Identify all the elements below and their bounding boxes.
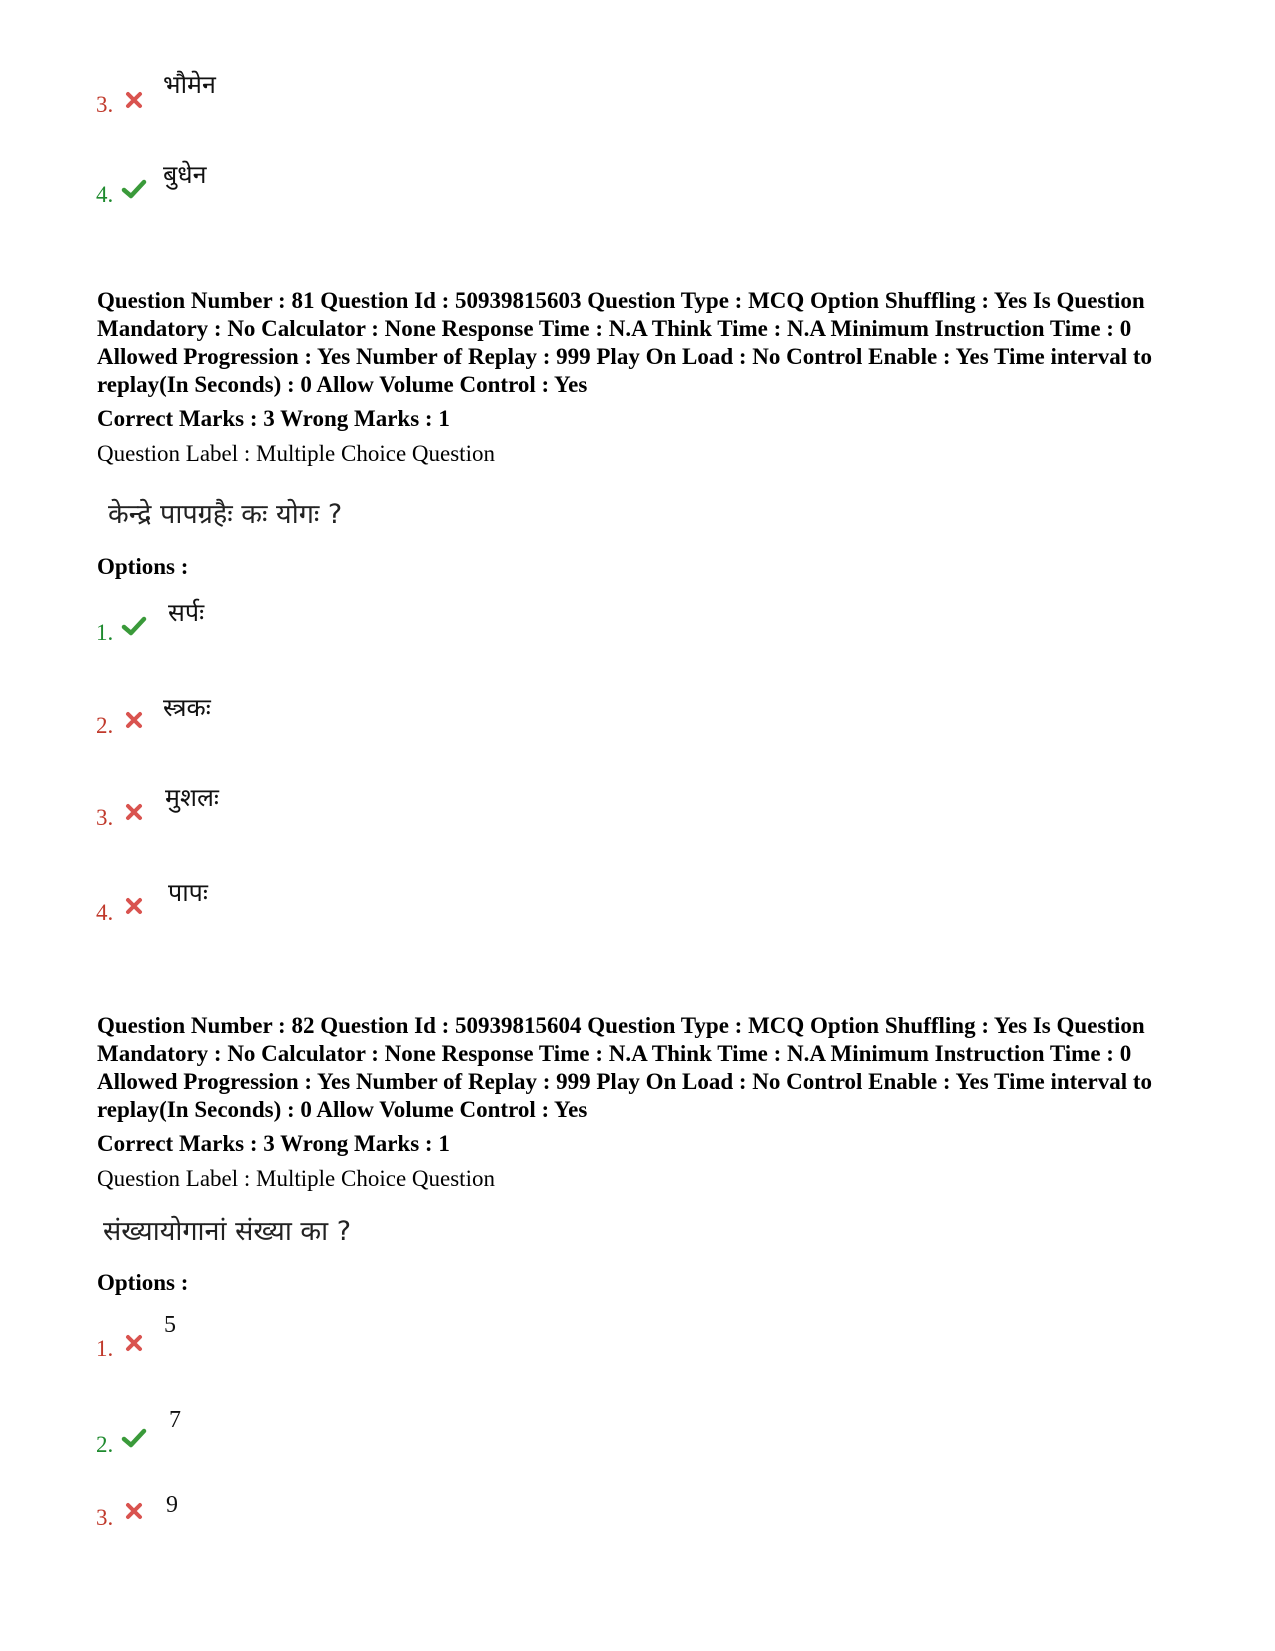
question-label: Question Label : Multiple Choice Question (97, 1166, 495, 1191)
option-number: 1. (96, 1336, 114, 1361)
option-text: स्त्रकः (163, 693, 211, 722)
cross-icon (123, 709, 145, 731)
option-number: 2. (96, 1432, 114, 1457)
cross-icon (123, 801, 145, 823)
question-label: Question Label : Multiple Choice Question (97, 441, 495, 466)
question-meta: Question Number : 81 Question Id : 50939815603 Question Type : MCQ Option Shuffling : Yes Is Question Mandatory : No Calculator : None Response Time : N.A Think Time : N.A Minimum Instruction Time : 0 Allowed Progression : Yes Number of Replay : 999 Play On Load : No Control Enable : Yes Time interval to replay(In Seconds) : 0 Allow Volume Control : Yes (97, 288, 1153, 397)
option-number: 3. (96, 92, 114, 117)
cross-icon (123, 89, 145, 111)
check-icon (121, 1427, 147, 1449)
options-heading: Options : (97, 1270, 189, 1295)
question-text: संख्यायोगानां संख्या का ? (103, 1216, 352, 1247)
option-text: 9 (166, 1492, 178, 1518)
options-heading: Options : (97, 554, 189, 579)
option-number: 2. (96, 713, 114, 738)
option-text: 5 (164, 1312, 176, 1338)
option-text: मुशलः (165, 783, 219, 812)
option-number: 4. (96, 182, 114, 207)
check-icon (121, 178, 147, 200)
option-text: बुधेन (163, 160, 207, 189)
option-number: 3. (96, 1505, 114, 1530)
option-text: 7 (169, 1407, 181, 1433)
check-icon (121, 615, 147, 637)
option-number: 4. (96, 900, 114, 925)
cross-icon (123, 895, 145, 917)
option-number: 3. (96, 805, 114, 830)
option-text: सर्पः (168, 598, 205, 627)
question-meta: Question Number : 82 Question Id : 50939815604 Question Type : MCQ Option Shuffling : Yes Is Question Mandatory : No Calculator : None Response Time : N.A Think Time : N.A Minimum Instruction Time : 0 Allowed Progression : Yes Number of Replay : 999 Play On Load : No Control Enable : Yes Time interval to replay(In Seconds) : 0 Allow Volume Control : Yes (97, 1013, 1153, 1122)
cross-icon (123, 1332, 145, 1354)
option-number: 1. (96, 620, 114, 645)
question-text: केन्द्रे पापग्रहैः कः योगः ? (108, 499, 343, 530)
question-marks: Correct Marks : 3 Wrong Marks : 1 (97, 406, 450, 431)
option-text: भौमेन (163, 70, 216, 99)
cross-icon (123, 1500, 145, 1522)
option-text: पापः (168, 878, 208, 907)
question-marks: Correct Marks : 3 Wrong Marks : 1 (97, 1131, 450, 1156)
